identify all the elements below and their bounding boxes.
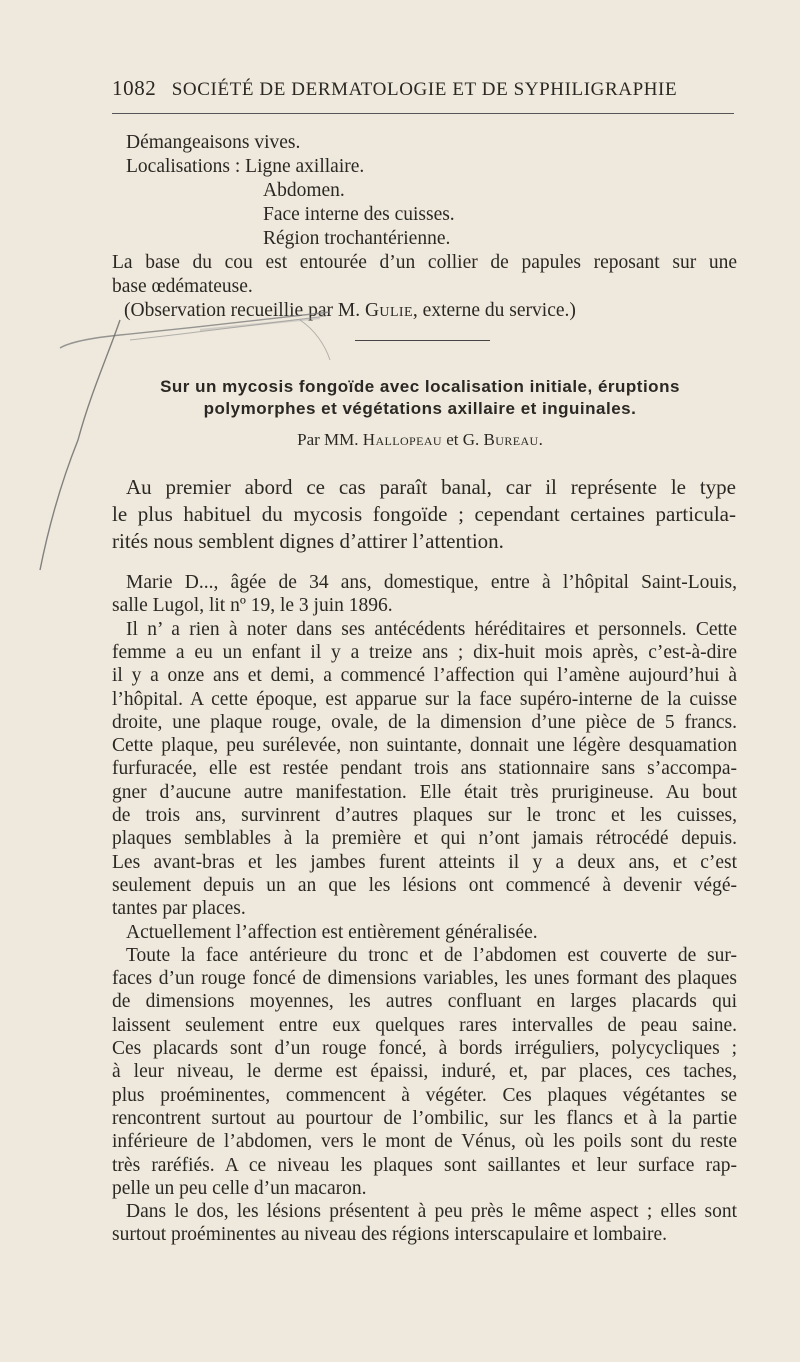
- observer-name: Gulie: [364, 300, 413, 321]
- body-line: de dimensions moyennes, les autres confluant en larges placards qui: [112, 991, 737, 1013]
- intro-line: le plus habituel du mycosis fongoïde ; cependant certaines particula-: [112, 502, 736, 526]
- body-line: Il n’ a rien à noter dans ses antécédents héréditaires et personnels. Cette: [126, 618, 737, 640]
- body-line: salle Lugol, lit nº 19, le 3 juin 1896.: [112, 595, 393, 617]
- localisation-item: Face interne des cuisses.: [263, 204, 455, 225]
- body-line: furfuracée, elle est restée pendant trois ans stationnaire sans s’accompa-: [112, 758, 737, 780]
- body-line: pelle un peu celle d’un macaron.: [112, 1177, 367, 1199]
- body-line: Ces placards sont d’un rouge foncé, à bords irréguliers, polycycliques ;: [112, 1038, 737, 1059]
- body-line: plus proéminentes, commencent à végéter. Ces plaques végétantes se: [112, 1084, 737, 1106]
- running-header: [112, 76, 734, 101]
- body-line: rencontrent surtout au pourtour de l’ombilic, sur les flancs et à la partie: [112, 1107, 737, 1129]
- body-line: l’hôpital. A cette époque, est apparue sur la face supéro-interne de la cuisse: [112, 688, 737, 710]
- byline-suffix: .: [538, 430, 543, 449]
- body-line: inférieure de l’abdomen, vers le mont de Vénus, où les poils sont du reste: [112, 1131, 737, 1153]
- symptom-line: Démangeaisons vives.: [126, 132, 301, 153]
- observation-text: (Observation recueillie par M.: [124, 300, 365, 321]
- observation-note: [124, 299, 576, 323]
- article-title-line: Sur un mycosis fongoïde avec localisation initiale, éruptions: [160, 377, 680, 396]
- body-line: faces d’un rouge foncé de dimensions variables, les unes formant des plaques: [112, 968, 737, 990]
- author-name: Hallopeau: [362, 430, 442, 449]
- running-title: SOCIÉTÉ DE DERMATOLOGIE ET DE SYPHILIGRAPHIE: [171, 79, 678, 100]
- body-line: Cette plaque, peu surélevée, non suintante, donnait une légère desquamation: [112, 735, 737, 757]
- body-line: Marie D..., âgée de 34 ans, domestique, entre à l’hôpital Saint-Louis,: [126, 572, 737, 593]
- body-line: droite, une plaque rouge, ovale, de la dimension d’une pièce de 5 francs.: [112, 711, 737, 733]
- base-line: La base du cou est entourée d’un collier de papules reposant sur une: [112, 252, 737, 273]
- body-line: gner d’aucune autre manifestation. Elle était très prurigineuse. Au bout: [112, 781, 737, 803]
- body-line: Toute la face antérieure du tronc et de l’abdomen est couverte de sur-: [126, 944, 737, 966]
- body-line: Les avant-bras et les jambes furent atteints il y a deux ans, et c’est: [112, 851, 737, 873]
- body-line: plaques semblables à la première et qui n’ont jamais rétrocédé depuis.: [112, 828, 737, 850]
- body-line: Actuellement l’affection est entièrement généralisée.: [126, 921, 538, 943]
- article-byline: [100, 430, 740, 450]
- body-line: femme a eu un enfant il y a treize ans ; dix-huit mois après, c’est-à-dire: [112, 641, 737, 663]
- body-line: à leur niveau, le derme est épaissi, induré, et, par places, ces taches,: [112, 1061, 737, 1083]
- article-title-line: polymorphes et végétations axillaire et inguinales.: [203, 399, 637, 418]
- body-line: laissent seulement entre eux quelques rares intervalles de peau saine.: [112, 1014, 737, 1036]
- body-line: tantes par places.: [112, 898, 246, 920]
- body-line: de trois ans, survinrent d’autres plaques sur le tronc et les cuisses,: [112, 805, 737, 826]
- body-line: il y a onze ans et demi, a commencé l’affection qui l’amène aujourd’hui à: [112, 665, 737, 687]
- localisations-label: Localisations :: [126, 156, 246, 177]
- localisation-item: Ligne axillaire.: [245, 156, 365, 177]
- localisations-line: [126, 155, 364, 179]
- section-separator: [355, 340, 490, 341]
- page-number: 1082: [112, 76, 157, 100]
- body-line: très raréfiés. A ce niveau les plaques sont saillantes et leur surface rap-: [112, 1154, 737, 1176]
- byline-prefix: Par MM.: [297, 430, 363, 449]
- body-line: Dans le dos, les lésions présentent à peu près le même aspect ; elles sont: [126, 1201, 737, 1223]
- body-line: surtout proéminentes au niveau des régions interscapulaire et lombaire.: [112, 1224, 668, 1246]
- localisation-item: Abdomen.: [263, 180, 345, 201]
- body-line: seulement depuis un an que les lésions ont commencé à devenir végé-: [112, 874, 737, 896]
- observation-text: , externe du service.): [412, 300, 576, 321]
- byline-mid: et G.: [442, 430, 484, 449]
- base-line: base œdémateuse.: [112, 276, 253, 297]
- intro-line: Au premier abord ce cas paraît banal, car il représente le type: [126, 475, 736, 499]
- localisation-item: Région trochantérienne.: [263, 228, 451, 249]
- header-rule: [112, 113, 734, 114]
- author-name: Bureau: [483, 430, 539, 449]
- intro-line: rités nous semblent dignes d’attirer l’attention.: [112, 529, 504, 553]
